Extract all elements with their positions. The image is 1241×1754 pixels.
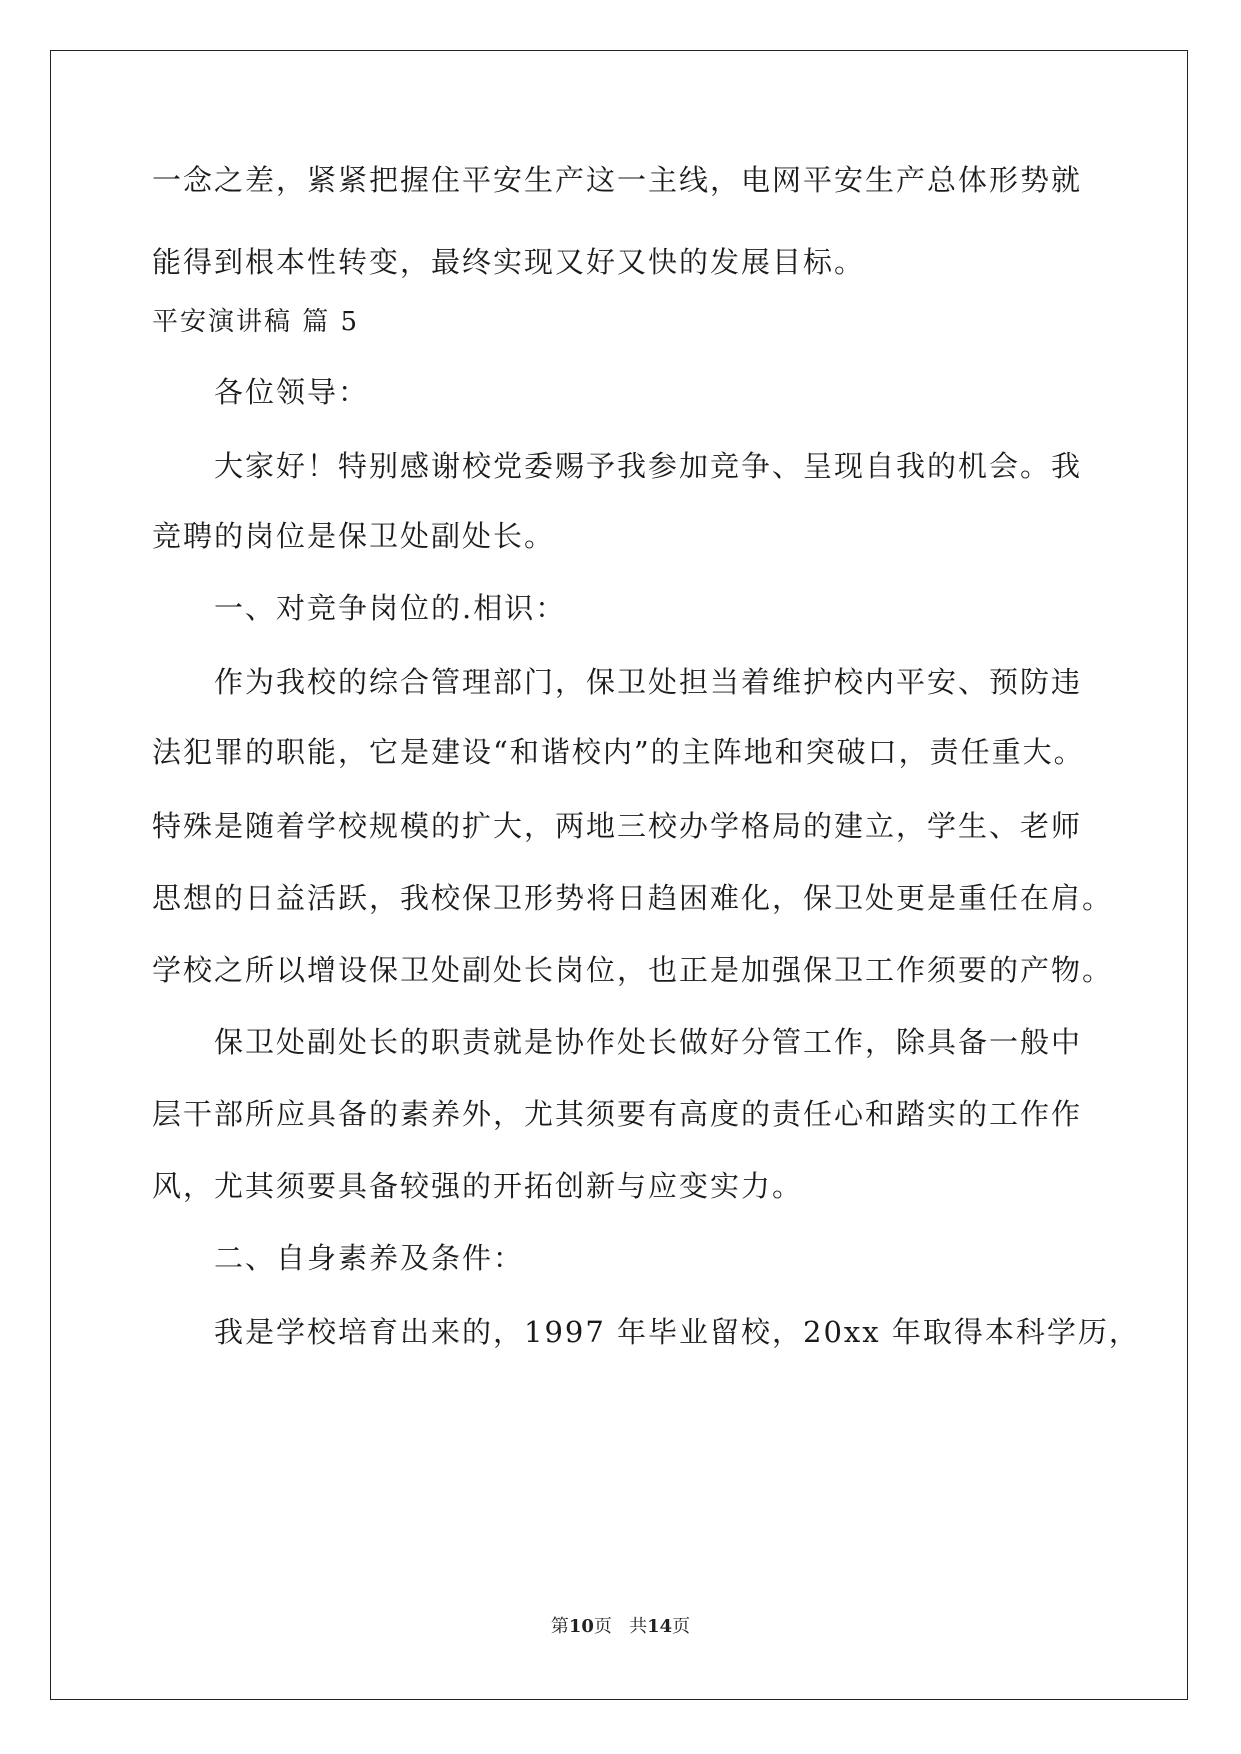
text-line: 我是学校培育出来的，1997 年毕业留校，20xx 年取得本科学历， (214, 1315, 1140, 1349)
current-page-number: 10 (568, 1616, 594, 1637)
text-line: 保卫处副处长的职责就是协作处长做好分管工作，除具备一般中 (214, 1025, 1083, 1059)
subheading: 二、自身素养及条件： (214, 1241, 525, 1275)
footer-suffix: 页 (672, 1616, 691, 1637)
text-line: 特殊是随着学校规模的扩大，两地三校办学格局的建立，学生、老师 (152, 809, 1083, 843)
page-footer (0, 1612, 1241, 1638)
footer-prefix: 第 (550, 1616, 569, 1637)
subheading: 一、对竞争岗位的.相识： (214, 591, 567, 625)
page-frame (50, 50, 1188, 1700)
text-line: 层干部所应具备的素养外，尤其须要有高度的责任心和踏实的工作作 (152, 1097, 1083, 1131)
salutation: 各位领导： (214, 375, 370, 409)
text-line: 大家好！特别感谢校党委赐予我参加竞争、呈现自我的机会。我 (214, 449, 1083, 483)
section-heading: 平安演讲稿 篇 5 (152, 307, 360, 337)
text-line: 竞聘的岗位是保卫处副处长。 (152, 519, 556, 553)
text-line: 思想的日益活跃，我校保卫形势将日趋困难化，保卫处更是重任在肩。 (152, 881, 1114, 915)
text-line: 一念之差，紧紧把握住平安生产这一主线，电网平安生产总体形势就 (152, 163, 1083, 197)
text-line: 能得到根本性转变，最终实现又好又快的发展目标。 (152, 245, 866, 279)
text-line: 法犯罪的职能，它是建设“和谐校内”的主阵地和突破口，责任重大。 (152, 735, 1085, 769)
total-pages-number: 14 (647, 1616, 673, 1637)
text-line: 作为我校的综合管理部门，保卫处担当着维护校内平安、预防违 (214, 665, 1083, 699)
footer-middle: 页 共 (593, 1616, 648, 1637)
text-line: 学校之所以增设保卫处副处长岗位，也正是加强保卫工作须要的产物。 (152, 953, 1114, 987)
text-line: 风，尤其须要具备较强的开拓创新与应变实力。 (152, 1169, 804, 1203)
